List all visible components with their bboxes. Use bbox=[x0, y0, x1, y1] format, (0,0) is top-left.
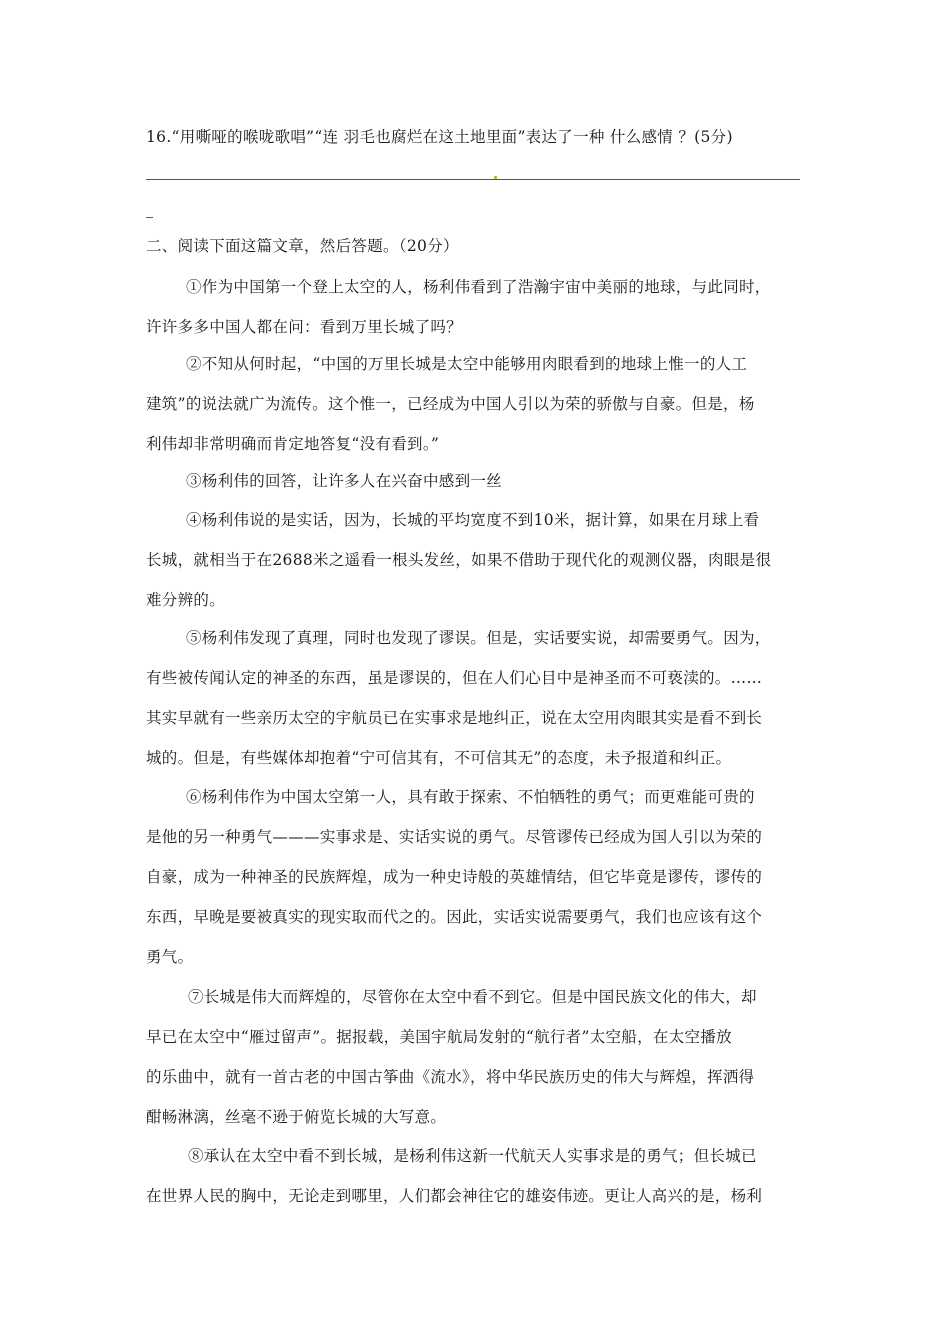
paragraph-4-line: ④杨利伟说的是实话，因为，长城的平均宽度不到10米，据计算，如果在月球上看 bbox=[186, 511, 760, 529]
answer-line[interactable] bbox=[146, 179, 800, 180]
paragraph-5-line: 城的。但是，有些媒体却抱着“宁可信其有，不可信其无”的态度，未予报道和纠正。 bbox=[146, 749, 732, 767]
paragraph-6-line: 勇气。 bbox=[146, 948, 194, 966]
paragraph-5-line: 其实早就有一些亲历太空的宇航员已在实事求是地纠正，说在太空用肉眼其实是看不到长 bbox=[146, 709, 763, 727]
question-16: 16.“用嘶哑的喉咙歌唱”“连 羽毛也腐烂在这土地里面”表达了一种 什么感情 ？(5分) bbox=[146, 128, 733, 146]
paragraph-6-line: ⑥杨利伟作为中国太空第一人，具有敢于探索、不怕牺牲的勇气；而更难能可贵的 bbox=[186, 788, 755, 806]
paragraph-4-line: 难分辨的。 bbox=[146, 591, 226, 609]
answer-line-continuation bbox=[146, 217, 153, 218]
paragraph-1-line: 许许多多中国人都在问：看到万里长城了吗？ bbox=[146, 318, 463, 336]
paragraph-2-line: ②不知从何时起，“中国的万里长城是太空中能够用肉眼看到的地球上惟一的人工 bbox=[186, 355, 748, 373]
paragraph-8-line: 在世界人民的胸中，无论走到哪里，人们都会神往它的雄姿伟迹。更让人高兴的是，杨利 bbox=[146, 1187, 763, 1205]
paragraph-7-line: 的乐曲中，就有一首古老的中国古筝曲《流水》，将中华民族历史的伟大与辉煌，挥洒得 bbox=[146, 1068, 755, 1086]
scan-speck bbox=[494, 176, 497, 179]
paragraph-6-line: 是他的另一种勇气———实事求是、实话实说的勇气。尽管谬传已经成为国人引以为荣的 bbox=[146, 828, 763, 846]
paragraph-7-line: 早已在太空中“雁过留声”。据报载，美国宇航局发射的“航行者”太空船，在太空播放 bbox=[146, 1028, 732, 1046]
paragraph-1-line: ①作为中国第一个登上太空的人，杨利伟看到了浩瀚宇宙中美丽的地球，与此同时， bbox=[186, 278, 771, 296]
paragraph-5-line: ⑤杨利伟发现了真理，同时也发现了谬误。但是，实话要实说，却需要勇气。因为， bbox=[186, 629, 771, 647]
paragraph-8-line: ⑧承认在太空中看不到长城，是杨利伟这新一代航天人实事求是的勇气；但长城已 bbox=[188, 1147, 757, 1165]
paragraph-5-line: 有些被传闻认定的神圣的东西，虽是谬误的，但在人们心目中是神圣而不可亵渎的。…… bbox=[146, 669, 763, 687]
paragraph-3-line: ③杨利伟的回答，让许多人在兴奋中感到一丝 bbox=[186, 472, 503, 490]
paragraph-2-line: 利伟却非常明确而肯定地答复“没有看到。” bbox=[146, 435, 440, 453]
paragraph-7-line: ⑦长城是伟大而辉煌的，尽管你在太空中看不到它。但是中国民族文化的伟大，却 bbox=[188, 988, 757, 1006]
paragraph-2-line: 建筑”的说法就广为流传。这个惟一，已经成为中国人引以为荣的骄傲与自豪。但是，杨 bbox=[146, 395, 755, 413]
paragraph-6-line: 东西，早晚是要被真实的现实取而代之的。因此，实话实说需要勇气，我们也应该有这个 bbox=[146, 908, 763, 926]
paragraph-4-line: 长城，就相当于在2688米之遥看一根头发丝，如果不借助于现代化的观测仪器，肉眼是很 bbox=[146, 551, 772, 569]
paragraph-7-line: 酣畅淋漓，丝毫不逊于俯览长城的大写意。 bbox=[146, 1108, 447, 1126]
section-2-heading: 二、阅读下面这篇文章，然后答题。（20分） bbox=[146, 237, 459, 255]
paragraph-6-line: 自豪，成为一种神圣的民族辉煌，成为一种史诗般的英雄情结，但它毕竟是谬传，谬传的 bbox=[146, 868, 763, 886]
